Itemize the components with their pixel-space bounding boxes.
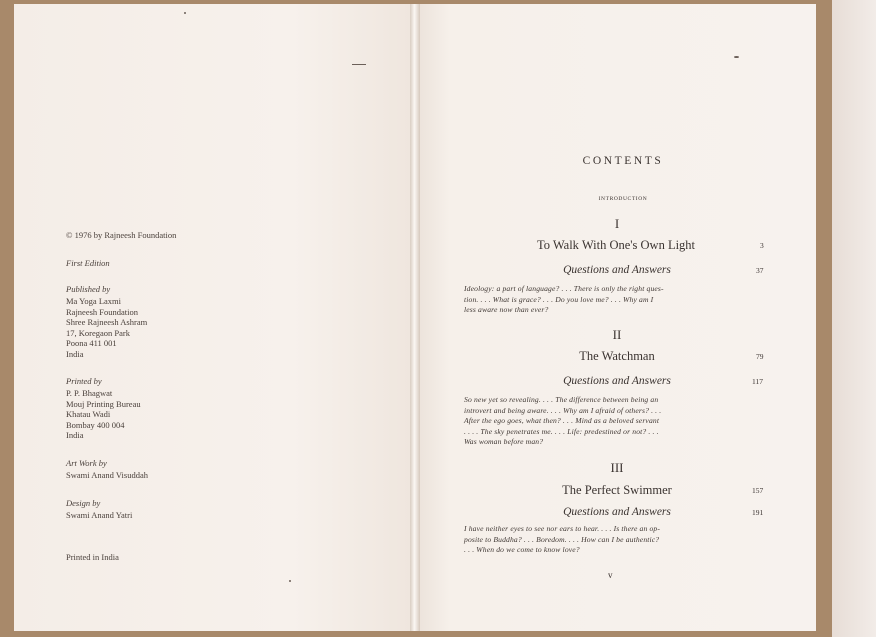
design-name: Swami Anand Yatri: [66, 510, 133, 520]
qa-label: Questions and Answers: [563, 264, 671, 276]
published-label: Published by: [66, 284, 111, 294]
design-label: Design by: [66, 498, 101, 508]
publisher-line: Poona 411 001: [66, 338, 117, 348]
description-line: Was woman before man?: [464, 437, 544, 447]
edition-line: First Edition: [66, 258, 110, 268]
chapter-numeral: II: [612, 327, 622, 342]
printer-line: Bombay 400 004: [66, 419, 125, 430]
chapter-description: [464, 284, 726, 316]
paper-speck: [184, 12, 186, 14]
description-line: less aware now than ever?: [464, 305, 549, 315]
publisher-line: India: [66, 348, 84, 359]
printed-in-line: Printed in India: [66, 552, 119, 562]
printer-line: India: [66, 430, 84, 440]
chapter-numeral: III: [610, 460, 624, 475]
chapter-title: To Walk With One's Own Light: [536, 238, 696, 252]
printer-line: Khatau Wadi: [66, 409, 111, 419]
description-line: . . . When do we come to know love?: [464, 545, 580, 555]
publisher-line: Rajneesh Foundation: [66, 306, 139, 317]
description-line: introvert and being aware. . . . Why am I afraid of others? . . .: [464, 405, 662, 415]
page-folio: v: [608, 570, 613, 580]
introduction-entry: INTRODUCTION: [598, 196, 648, 202]
qa-page-number: 117: [752, 377, 763, 386]
qa-label: Questions and Answers: [563, 375, 671, 387]
description-line: tion. . . . What is grace? . . . Do you love me? . . . Why am I: [464, 294, 654, 304]
chapter-page-number: 3: [760, 241, 764, 250]
description-line: posite to Buddha? . . . Boredom. . . . How can I be authentic?: [464, 534, 660, 544]
contents-heading: CONTENTS: [582, 155, 664, 167]
description-line: I have neither eyes to see nor ears to hear. . . . Is there an op-: [464, 524, 661, 533]
description-line: . . . . The sky penetrates me. . . . Life: predestined or not? . . .: [464, 426, 659, 436]
description-line: Ideology: a part of language? . . . There is only the right ques-: [464, 284, 664, 293]
chapter-page-number: 79: [756, 352, 764, 361]
printed-label: Printed by: [66, 376, 102, 386]
chapter-title: The Perfect Swimmer: [562, 483, 672, 497]
copyright-line: © 1976 by Rajneesh Foundation: [66, 230, 177, 240]
publisher-line: Shree Rajneesh Ashram: [66, 317, 148, 327]
chapter-numeral: I: [614, 216, 620, 231]
description-line: So new yet so revealing. . . . The difference between being an: [464, 395, 659, 404]
qa-page-number: 37: [756, 266, 764, 275]
background-edge: [832, 0, 876, 637]
chapter-page-number: 157: [752, 486, 764, 495]
art-work-label: Art Work by: [66, 458, 107, 468]
table-of-contents: [418, 0, 816, 631]
qa-label: Questions and Answers: [563, 506, 671, 518]
description-line: After the ego goes, what then? . . . Mind as a beloved servant: [464, 416, 660, 426]
chapter-title: The Watchman: [579, 349, 655, 363]
qa-page-number: 191: [752, 508, 764, 517]
chapter-description: [464, 395, 726, 448]
publisher-line: Ma Yoga Laxmi: [66, 296, 122, 306]
publisher-line: 17, Koregaon Park: [66, 327, 130, 338]
chapter-description: [464, 524, 726, 556]
paper-speck: [352, 64, 366, 65]
printer-line: P. P. Bhagwat: [66, 388, 113, 398]
art-work-name: Swami Anand Visuddah: [66, 470, 148, 480]
paper-speck: [289, 580, 291, 582]
printer-line: Mouj Printing Bureau: [66, 398, 141, 409]
